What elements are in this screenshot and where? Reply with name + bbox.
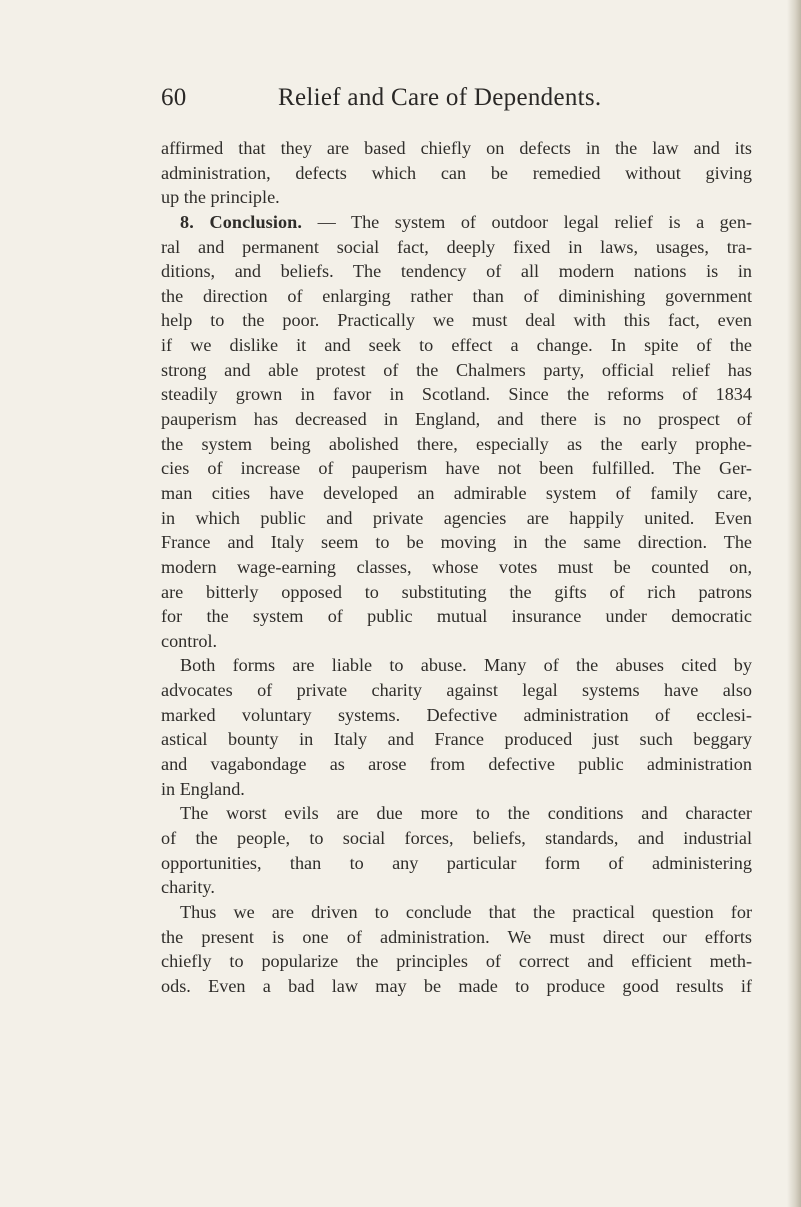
text-line: and vagabondage as arose from defective public administration [161,754,752,775]
text-line: Thus we are driven to conclude that the practical question for [180,901,752,922]
text-line: The worst evils are due more to the conditions and character [180,803,752,824]
text-line: are bitterly opposed to substituting the gifts of rich patrons [161,581,752,602]
text-line: up the principle. [161,187,280,208]
text-line: cies of increase of pauperism have not been fulfilled. The Ger- [161,458,752,479]
text-line: in England. [161,778,245,799]
text-line: Both forms are liable to abuse. Many of the abuses cited by [180,655,752,676]
page-edge-shadow [787,0,801,1207]
text-line: for the system of public mutual insurance under democratic [161,606,752,627]
text-line: pauperism has decreased in England, and there is no prospect of [161,409,752,430]
section-8-line [161,210,752,235]
text-line: man cities have developed an admirable system of family care, [161,482,752,503]
text-line: marked voluntary systems. Defective administration of ecclesi- [161,704,752,725]
text-line: the direction of enlarging rather than of diminishing government [161,285,752,306]
text-line: control. [161,630,218,651]
text-line: of the people, to social forces, beliefs, standards, and industrial [161,827,752,848]
text-line: administration, defects which can be remedied without giving [161,162,752,183]
text-line: strong and able protest of the Chalmers party, official relief has [161,359,752,380]
text-line: advocates of private charity against legal systems have also [161,680,752,701]
text-line: affirmed that they are based chiefly on defects in the law and its [161,138,752,158]
page-number: 60 [161,84,187,111]
text-line: the present is one of administration. We must direct our efforts [161,926,752,947]
text-line: ral and permanent social fact, deeply fixed in laws, usages, tra- [161,236,752,257]
text-line: steadily grown in favor in Scotland. Since the reforms of 1834 [161,384,752,405]
text-line: ditions, and beliefs. The tendency of all modern nations is in [161,261,752,282]
text-line: the system being abolished there, especially as the early prophe- [161,433,752,454]
text-line: charity. [161,877,215,898]
page-header [161,84,761,118]
section-heading: 8. Conclusion. [180,211,303,232]
text-line: chiefly to popularize the principles of correct and efficient meth- [161,951,752,972]
running-title: Relief and Care of Dependents. [278,84,602,111]
text-line: in which public and private agencies are happily united. Even [161,507,752,528]
body-text [161,136,752,998]
text-line: opportunities, than to any particular form of administering [161,852,752,873]
text-line: astical bounty in Italy and France produced just such beggary [161,729,752,750]
text-line: help to the poor. Practically we must deal with this fact, even [161,310,752,331]
text-line: if we dislike it and seek to effect a change. In spite of the [161,335,752,356]
text-line: ods. Even a bad law may be made to produce good results if [161,975,752,996]
text-line: France and Italy seem to be moving in the same direction. The [161,532,752,553]
text-line: modern wage-earning classes, whose votes must be counted on, [161,556,752,577]
section-heading-text: — The system of outdoor legal relief is a gen- [302,211,752,232]
